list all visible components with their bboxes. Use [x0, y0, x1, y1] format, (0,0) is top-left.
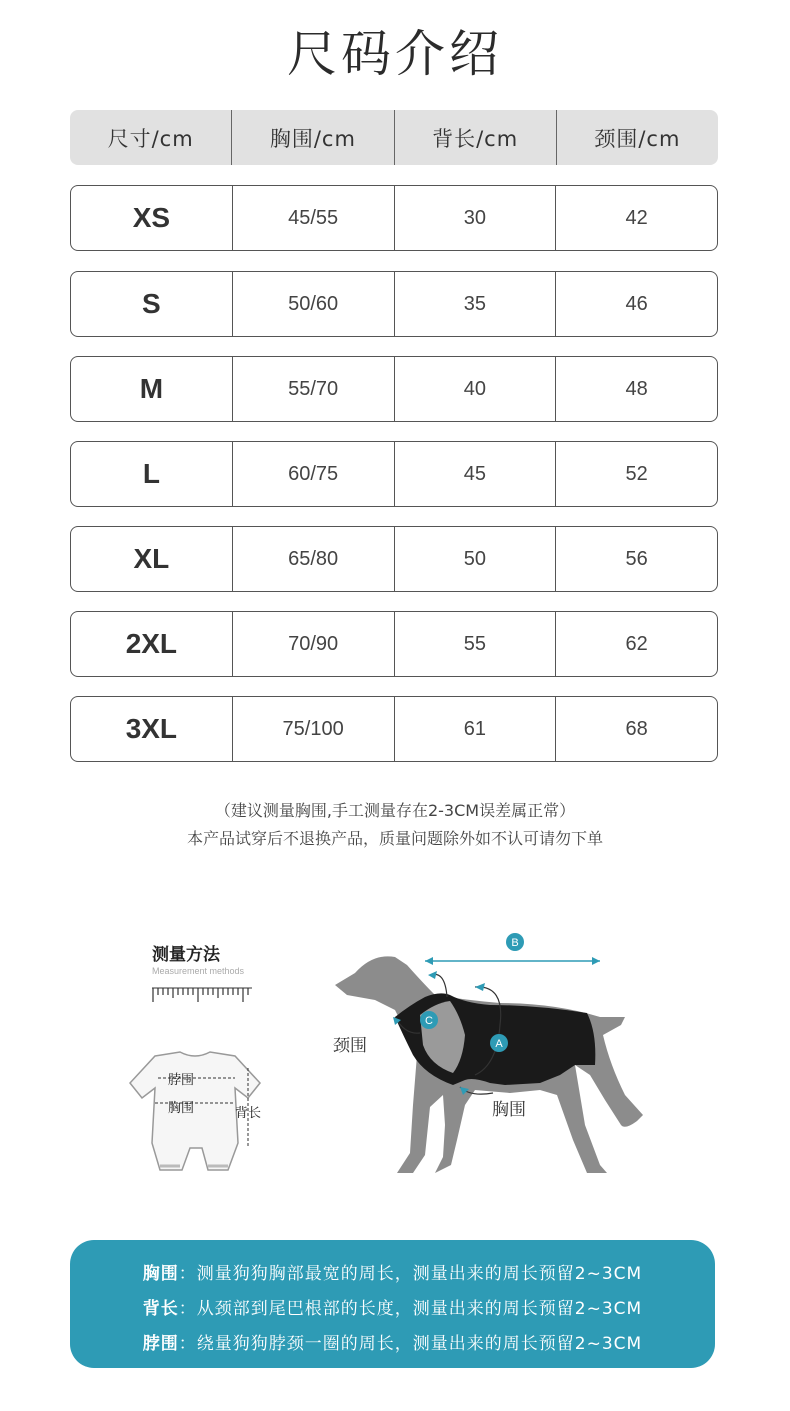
info-neck-key: 脖围	[142, 1334, 179, 1354]
ruler-icon	[152, 984, 252, 1004]
info-chest-key: 胸围	[142, 1264, 179, 1284]
measure-subtitle: Measurement methods	[152, 966, 245, 976]
dog-neck-label: 颈围	[333, 1036, 367, 1056]
info-chest-line	[70, 1259, 715, 1284]
header-back: 背长/cm	[394, 110, 556, 165]
size-cell: S	[142, 288, 161, 319]
back-cell: 55	[394, 612, 556, 676]
neck-cell: 56	[555, 527, 717, 591]
shirt-neck-label: 脖围	[168, 1073, 195, 1088]
info-back-text: ：从颈部到尾巴根部的长度，测量出来的周长预留2~3CM	[178, 1299, 643, 1319]
back-cell: 45	[394, 442, 556, 506]
chest-cell: 45/55	[232, 186, 394, 250]
info-back-key: 背长	[142, 1299, 179, 1319]
page-title: 尺码介绍	[287, 25, 503, 83]
measure-title: 测量方法	[152, 945, 220, 965]
chest-cell: 75/100	[232, 697, 394, 761]
header-size: 尺寸/cm	[107, 126, 194, 151]
info-back-line	[70, 1294, 715, 1319]
info-neck-text: ：绕量狗狗脖颈一圈的周长，测量出来的周长预留2~3CM	[178, 1334, 643, 1354]
size-cell: XS	[132, 202, 171, 233]
dog-diagram-icon	[325, 925, 645, 1180]
table-row	[70, 611, 718, 677]
table-row	[70, 271, 718, 337]
measurement-note: （建议测量胸围,手工测量存在2-3CM误差属正常）	[214, 801, 576, 820]
info-neck-line	[70, 1329, 715, 1354]
neck-cell: 48	[555, 357, 717, 421]
table-row	[70, 356, 718, 422]
back-cell: 50	[394, 527, 556, 591]
marker-c: C	[425, 1015, 433, 1027]
marker-b: B	[511, 937, 519, 949]
neck-cell: 42	[555, 186, 717, 250]
back-cell: 40	[394, 357, 556, 421]
dog-chest-label: 胸围	[492, 1100, 526, 1120]
chest-cell: 70/90	[232, 612, 394, 676]
size-cell: 3XL	[125, 713, 178, 744]
measurement-info-box	[70, 1240, 715, 1368]
back-cell: 35	[394, 272, 556, 336]
chest-cell: 60/75	[232, 442, 394, 506]
table-row	[70, 441, 718, 507]
size-cell: L	[142, 458, 160, 489]
neck-cell: 68	[555, 697, 717, 761]
table-row	[70, 185, 718, 251]
size-cell: 2XL	[125, 628, 178, 659]
size-table-header	[70, 110, 718, 165]
size-cell: XL	[133, 543, 170, 574]
chest-cell: 50/60	[232, 272, 394, 336]
info-chest-text: ：测量狗狗胸部最宽的周长，测量出来的周长预留2~3CM	[178, 1264, 643, 1284]
back-cell: 30	[394, 186, 556, 250]
back-cell: 61	[394, 697, 556, 761]
shirt-back-label: 背长	[235, 1106, 262, 1121]
marker-a: A	[495, 1038, 503, 1050]
table-row	[70, 526, 718, 592]
header-chest: 胸围/cm	[231, 110, 393, 165]
size-cell: M	[139, 373, 164, 404]
return-policy-note: 本产品试穿后不退换产品，质量问题除外如不认可请勿下单	[186, 829, 603, 848]
neck-cell: 52	[555, 442, 717, 506]
chest-cell: 55/70	[232, 357, 394, 421]
neck-cell: 46	[555, 272, 717, 336]
shirt-chest-label: 胸围	[168, 1101, 195, 1116]
chest-cell: 65/80	[232, 527, 394, 591]
header-neck: 颈围/cm	[556, 110, 718, 165]
neck-cell: 62	[555, 612, 717, 676]
table-row	[70, 696, 718, 762]
